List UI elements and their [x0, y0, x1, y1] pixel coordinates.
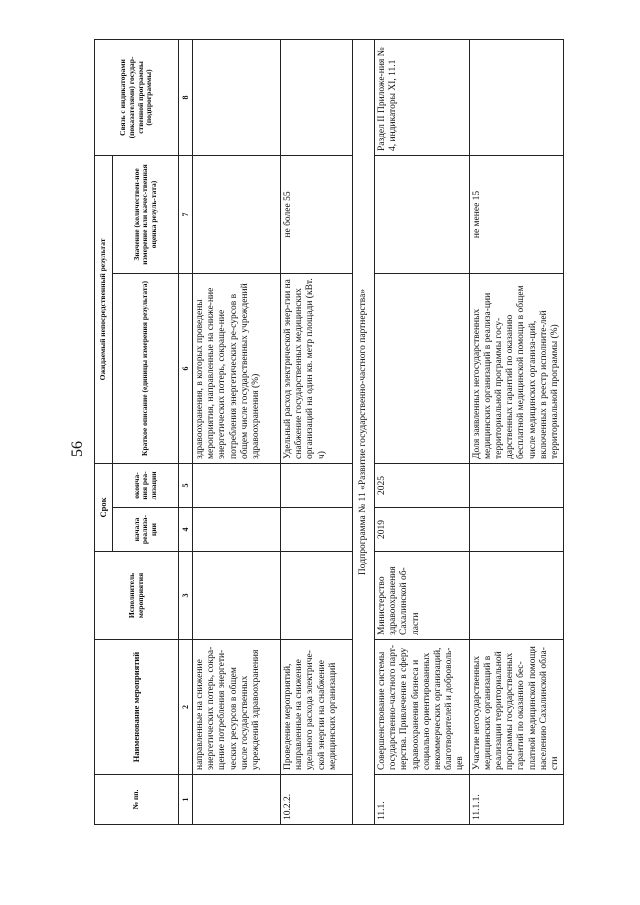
row-desc: Удельный расход электрической энер-гии на снабжение государственных медицинских организаций на один кв. метр площади (кВт. ч): [281, 273, 353, 463]
col-number: 4: [179, 508, 193, 552]
row-start: 2019: [375, 508, 470, 552]
row-name: Совершенствование системы государственно-частного парт-нерства. Привлечение в сферу здравоохранения бизнеса и социально ориентированных некоммерческих организаций, благотворителей и доброволь-цев: [375, 640, 470, 775]
header-end: оконча-ния реа-лизации: [113, 463, 179, 507]
row-value: [375, 155, 470, 273]
rotated-table-wrapper: [94, 40, 561, 825]
row-link: [193, 39, 281, 155]
row-end: 2025: [375, 463, 470, 507]
column-numbers-row: [179, 39, 193, 824]
row-executor: [469, 552, 564, 640]
table-row: [375, 39, 470, 824]
row-link: [469, 39, 564, 155]
header-term: Срок: [95, 463, 113, 551]
row-desc: Доля заявленных негосударственных медицинских организаций в реализа-ции территориальной программы госу-дарственных гарантий по оказанию бесплатной медицинской помощи в общем числе медицинских организа-ций, включенных в реестр исполните-лей территориальной программы (%): [469, 273, 564, 463]
table-row: [281, 39, 353, 824]
col-number: 1: [179, 775, 193, 825]
row-executor: [193, 552, 281, 640]
row-desc: здравоохранения, в которых проведены мероприятия, направленные на сниже-ние энергетических потерь, сокраще-ние потребления энергетических ре-сурсов в общем числе государственных учреждений здравоохранения (%): [193, 273, 281, 463]
row-start: [281, 508, 353, 552]
row-num: [193, 775, 281, 825]
row-start: [469, 508, 564, 552]
col-number: 7: [179, 155, 193, 273]
col-number: 6: [179, 273, 193, 463]
header-result: Ожидаемый непосредственный результат: [95, 155, 113, 463]
row-num: 10.2.2.: [281, 775, 353, 825]
row-name: Проведение мероприятий, направленные на снижение удельного расхода электриче-ской энергии на снабжение медицинских организаций: [281, 640, 353, 775]
row-start: [193, 508, 281, 552]
header-start: начала реализа-ции: [113, 508, 179, 552]
subprogram-title: Подпрограмма № 11 «Развитие государственно-частного партнерства»: [353, 39, 375, 824]
page-number: 56: [69, 441, 86, 457]
row-end: [193, 463, 281, 507]
row-link: Раздел II Приложе-ния № 4, индикаторы XI, 11.1: [375, 39, 470, 155]
row-value: не менее 15: [469, 155, 564, 273]
header-value: Значение (количествен-ное измерение или качес-твенная оценка резуль-тата): [113, 155, 179, 273]
row-name: Участие негосударственных медицинских организаций в реализации территориальной программы государственных гарантий по оказанию бес-платной медицинской помощи населению Сахалинской обла-сти: [469, 640, 564, 775]
row-end: [469, 463, 564, 507]
subprogram-row: [353, 39, 375, 824]
row-desc: [375, 273, 470, 463]
header-desc: Краткое описание (единицы измерения результата): [113, 273, 179, 463]
row-executor: Министерство здравоохранения Сахалинской об-ласти: [375, 552, 470, 640]
row-value: не более 55: [281, 155, 353, 273]
header-link: Связь с индикаторами (показателями) государ-ственной программы (подпрограммы): [95, 39, 179, 155]
col-number: 5: [179, 463, 193, 507]
row-num: 11.1.1.: [469, 775, 564, 825]
row-num: 11.1.: [375, 775, 470, 825]
header-row-1: [95, 39, 113, 824]
row-value: [193, 155, 281, 273]
table-row: [193, 39, 281, 824]
row-link: [281, 39, 353, 155]
col-number: 8: [179, 39, 193, 155]
header-num: № пп.: [95, 775, 179, 825]
col-number: 3: [179, 552, 193, 640]
col-number: 2: [179, 640, 193, 775]
row-name: направленные на снижение энергетических потерь, сокра-щение потребления энергети-ческих ресурсов в общем числе государственных учреждений здравоохранения: [193, 640, 281, 775]
table-row: [469, 39, 564, 824]
header-executor: Исполнитель мероприятия: [95, 552, 179, 640]
row-executor: [281, 552, 353, 640]
row-end: [281, 463, 353, 507]
measures-table: [94, 39, 564, 825]
header-name: Наименование мероприятий: [95, 640, 179, 775]
